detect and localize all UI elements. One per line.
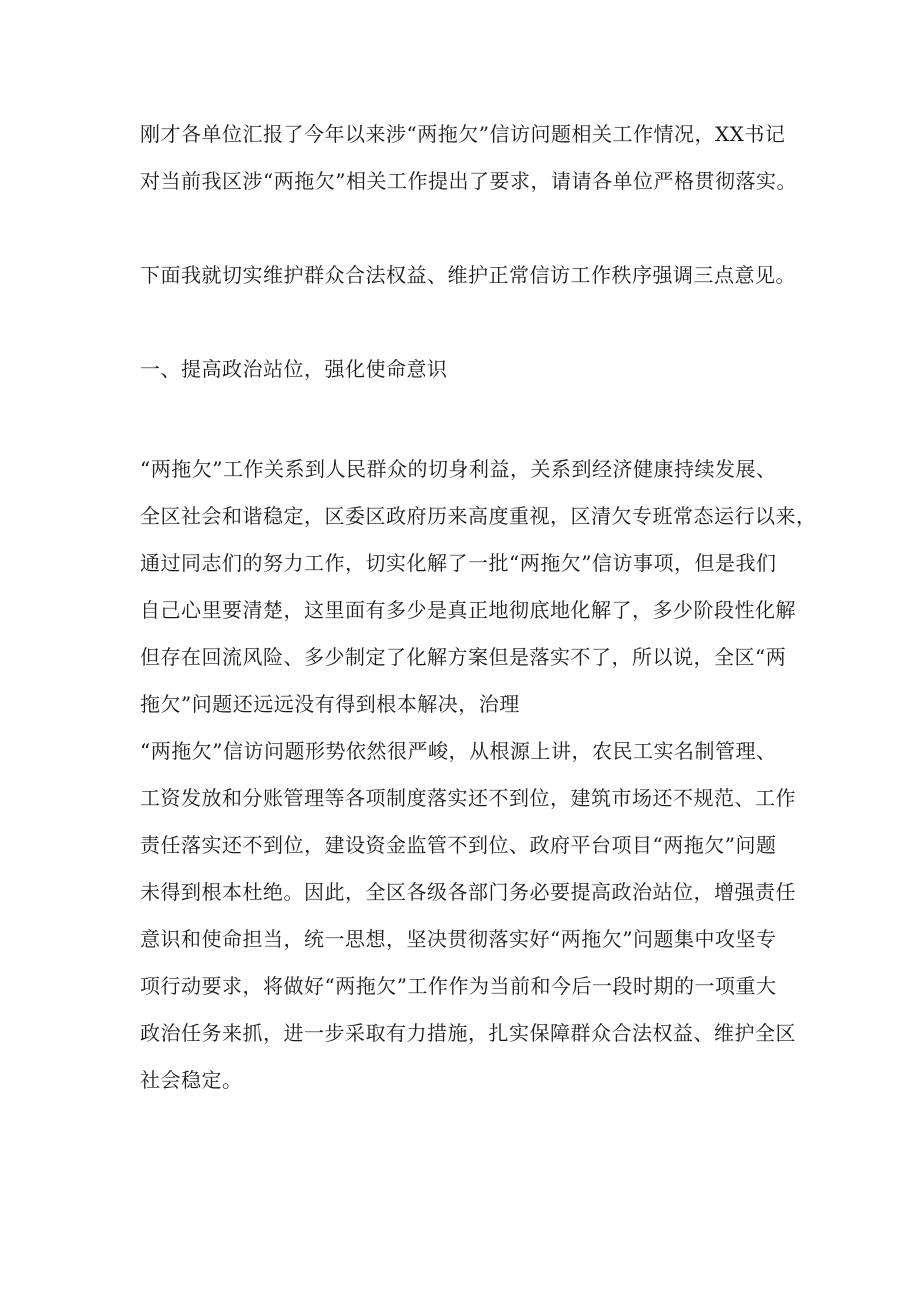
paragraph-3-line-3: 通过同志们的努力工作，切实化解了一批“两拖欠”信访事项，但是我们 <box>140 551 777 575</box>
paragraph-3-line-5: 但存在回流风险、多少制定了化解方案但是落实不了，所以说，全区“两 <box>140 645 787 669</box>
paragraph-3-line-8: 工资发放和分账管理等各项制度落实还不到位，建筑市场还不规范、工作 <box>140 786 796 810</box>
paragraph-3-line-10: 未得到根本杜绝。因此，全区各级各部门务必要提高政治站位，增强责任 <box>140 880 796 904</box>
paragraph-3-line-1: “两拖欠”工作关系到人民群众的切身利益，关系到经济健康持续发展、 <box>140 457 777 481</box>
paragraph-1-line-2: 对当前我区涉“两拖欠”相关工作提出了要求，请请各单位严格贯彻落实。 <box>140 169 797 193</box>
paragraph-3-line-13: 政治任务来抓，进一步采取有力措施，扎实保障群众合法权益、维护全区 <box>140 1021 796 1045</box>
paragraph-3-line-2: 全区社会和谐稳定，区委区政府历来高度重视，区清欠专班常态运行以来， <box>140 504 817 528</box>
paragraph-2-line-1: 下面我就切实维护群众合法权益、维护正常信访工作秩序强调三点意见。 <box>140 263 796 287</box>
paragraph-3-line-9: 责任落实还不到位，建设资金监管不到位、政府平台项目“两拖欠”问题 <box>140 833 777 857</box>
paragraph-3-line-6: 拖欠”问题还远远没有得到根本解决，治理 <box>140 692 520 716</box>
paragraph-3-line-4: 自己心里要清楚，这里面有多少是真正地彻底地化解了，多少阶段性化解 <box>140 598 796 622</box>
paragraph-3-line-12: 项行动要求，将做好“两拖欠”工作作为当前和今后一段时期的一项重大 <box>140 974 777 998</box>
paragraph-3-line-7: “两拖欠”信访问题形势依然很严峻，从根源上讲，农民工实名制管理、 <box>140 739 777 763</box>
paragraph-1-line-1: 刚才各单位汇报了今年以来涉“两拖欠”信访问题相关工作情况，XX书记 <box>140 122 786 146</box>
paragraph-3-line-11: 意识和使命担当，统一思想，坚决贯彻落实好“两拖欠”问题集中攻坚专 <box>140 927 777 951</box>
section-heading-1: 一、提高政治站位，强化使命意识 <box>140 357 448 381</box>
paragraph-3-line-14: 社会稳定。 <box>140 1068 243 1092</box>
